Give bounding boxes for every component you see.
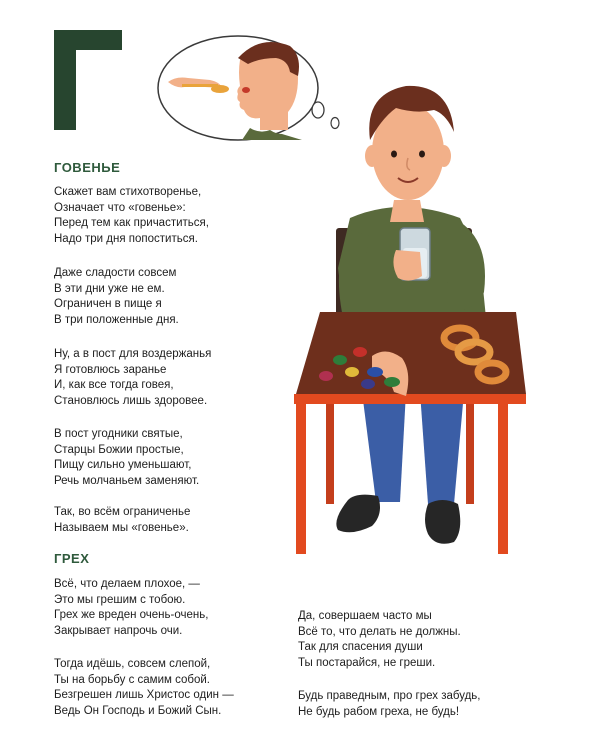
section-title-grekh: ГРЕХ [54, 551, 90, 566]
poem-line: Всё то, что делать не должны. [298, 625, 461, 638]
poem-line: Пищу сильно уменьшают, [54, 459, 192, 471]
poem-line: Будь праведным, про грех забудь, [298, 690, 481, 702]
poem-line: Означает что «говенье»: [54, 201, 186, 214]
poem-line: Становлюсь лишь здоровее. [54, 394, 208, 407]
poem-line: Так для спасения души [298, 641, 423, 653]
stanza [54, 657, 234, 719]
poem-line: Да, совершаем часто мы [298, 610, 432, 622]
section-title-govenye: ГОВЕНЬЕ [54, 160, 121, 175]
poem-line: Ну, а в пост для воздержанья [54, 348, 212, 360]
poem-line: Старцы Божии простые, [54, 443, 184, 456]
poem-line: Ты постарайся, не греши. [298, 656, 436, 669]
poem-line: Речь молчаньем заменяют. [54, 474, 200, 487]
poem-line: Не будь рабом греха, не будь! [298, 705, 460, 718]
poem-line: Ограничен в пище я [54, 298, 162, 310]
poem-line: Перед тем как причаститься, [54, 217, 209, 229]
poem-line: Всё, что делаем плохое, — [54, 578, 200, 590]
poem-line: Называем мы «говенье». [54, 521, 189, 534]
poem-line: Я готовлюсь заранье [54, 363, 167, 376]
poem-line: Это мы грешим с тобою. [54, 593, 186, 606]
poem-line: В эти дни уже не ем. [54, 282, 165, 295]
poem-line: Скажет вам стихотворенье, [54, 186, 202, 198]
poem-line: Так, во всём ограниченье [54, 506, 191, 518]
poem-line: Ты на борьбу с самим собой. [54, 673, 210, 686]
stanza [298, 689, 480, 720]
poem-line: В пост угодники святые, [54, 428, 183, 440]
poem-line: Грех же вреден очень-очень, [54, 609, 209, 621]
poem-line: Надо три дня попоститься. [54, 232, 198, 245]
stanza [298, 609, 461, 671]
poem-line: Ведь Он Господь и Божий Сын. [54, 704, 222, 717]
poem-line: Безгрешен лишь Христос один — [54, 689, 234, 701]
poem-line: В три положенные дня. [54, 313, 179, 326]
poem-line: Закрывает напрочь очи. [54, 624, 183, 637]
poem-line: Тогда идёшь, совсем слепой, [54, 658, 211, 670]
thought-bubble [158, 36, 339, 140]
poem-line: Даже сладости совсем [54, 267, 177, 279]
poem-line: И, как все тогда говея, [54, 379, 174, 391]
